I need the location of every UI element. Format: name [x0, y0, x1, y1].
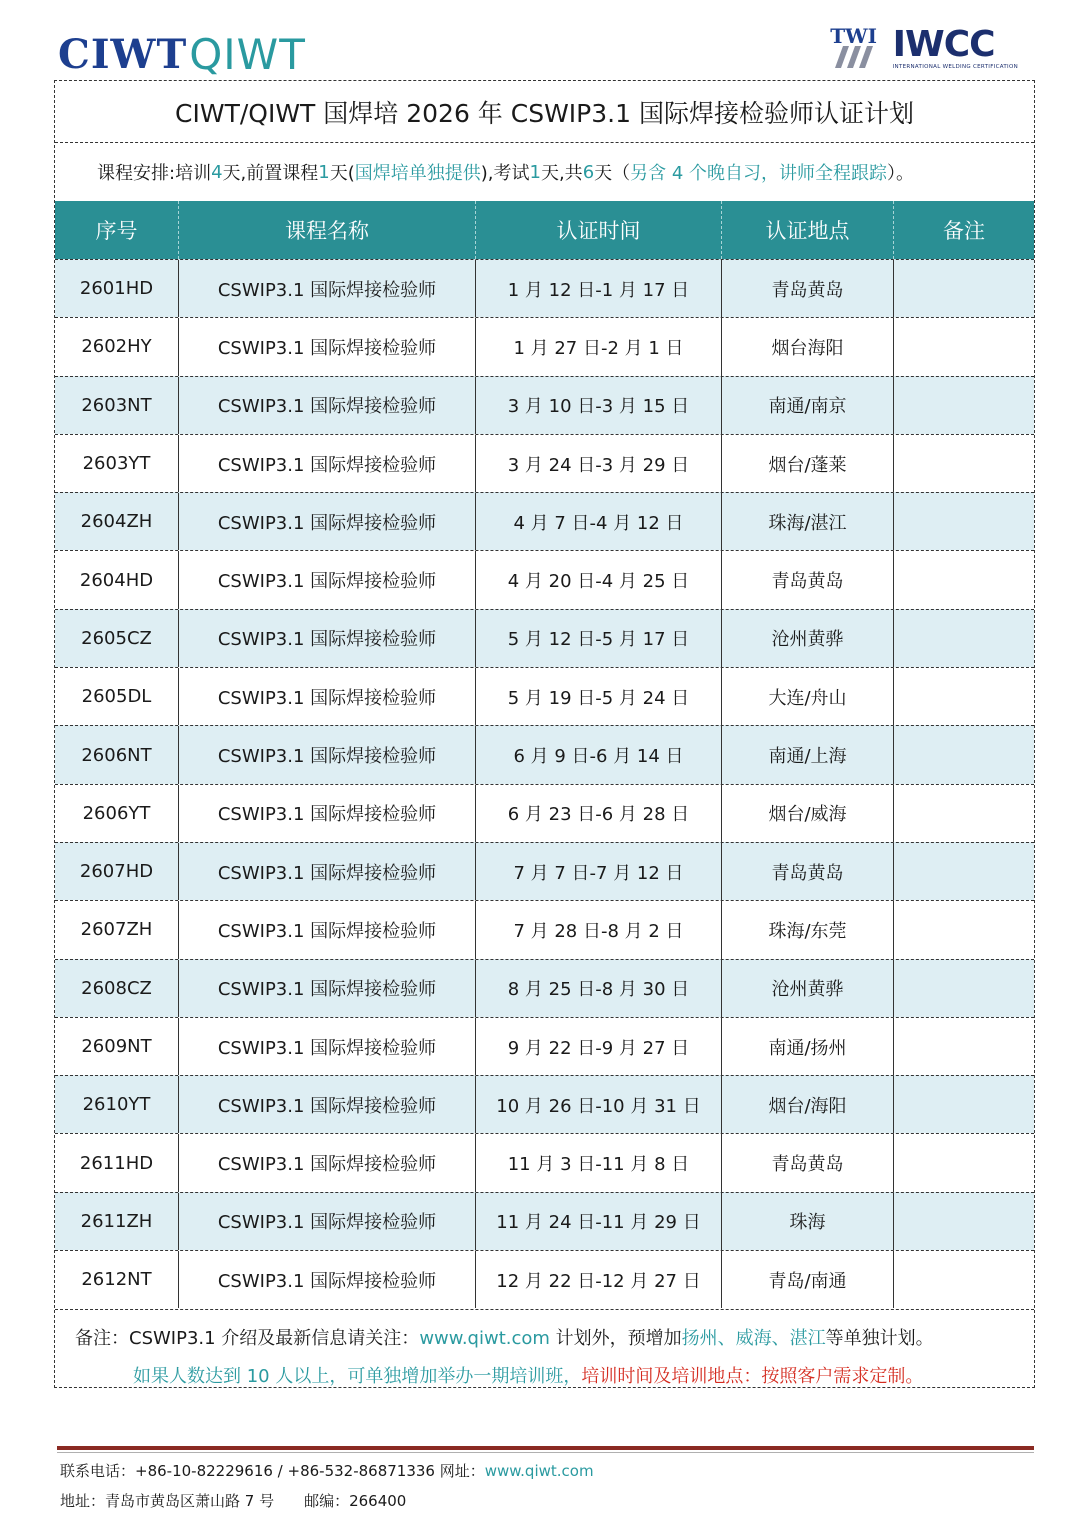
cell-note — [894, 843, 1034, 900]
cell-course: CSWIP3.1 国际焊接检验师 — [179, 1251, 476, 1308]
table-row — [55, 1250, 1034, 1308]
qiwt-logo-text: QIWT — [189, 29, 306, 79]
table-row — [55, 1192, 1034, 1250]
cell-date: 7 月 28 日-8 月 2 日 — [476, 901, 722, 958]
table-body — [55, 259, 1034, 1308]
cell-course: CSWIP3.1 国际焊接检验师 — [179, 260, 476, 317]
footer-divider — [57, 1446, 1034, 1450]
cell-date: 5 月 12 日-5 月 17 日 — [476, 610, 722, 667]
notes-section — [55, 1309, 1034, 1389]
cell-place: 珠海/东莞 — [722, 901, 894, 958]
table-row — [55, 550, 1034, 608]
cell-id: 2603NT — [55, 377, 179, 434]
exam-days: 1 — [529, 161, 541, 183]
cell-course: CSWIP3.1 国际焊接检验师 — [179, 318, 476, 375]
cell-date: 4 月 7 日-4 月 12 日 — [476, 493, 722, 550]
cell-course: CSWIP3.1 国际焊接检验师 — [179, 1134, 476, 1191]
cell-id: 2606NT — [55, 726, 179, 783]
cell-date: 9 月 22 日-9 月 27 日 — [476, 1018, 722, 1075]
cell-place: 南通/南京 — [722, 377, 894, 434]
schedule-table — [55, 201, 1034, 1308]
cell-course: CSWIP3.1 国际焊接检验师 — [179, 1018, 476, 1075]
cell-id: 2606YT — [55, 785, 179, 842]
cell-id: 2601HD — [55, 260, 179, 317]
iwcc-logo-text: IWCC — [892, 24, 995, 65]
footer-contact-label: 联系电话：+86-10-82229616 / +86-532-86871336 网址： — [60, 1462, 485, 1480]
cell-date: 3 月 10 日-3 月 15 日 — [476, 377, 722, 434]
table-row — [55, 259, 1034, 317]
cell-place: 青岛/南通 — [722, 1251, 894, 1308]
cell-date: 4 月 20 日-4 月 25 日 — [476, 551, 722, 608]
cell-date: 1 月 27 日-2 月 1 日 — [476, 318, 722, 375]
footer-contact — [60, 1460, 594, 1481]
cell-id: 2610YT — [55, 1076, 179, 1133]
cell-place: 烟台/海阳 — [722, 1076, 894, 1133]
ciwt-qiwt-logo — [58, 28, 306, 80]
cell-course: CSWIP3.1 国际焊接检验师 — [179, 551, 476, 608]
cell-place: 南通/扬州 — [722, 1018, 894, 1075]
cell-id: 2602HY — [55, 318, 179, 375]
table-row — [55, 1133, 1034, 1191]
cell-note — [894, 435, 1034, 492]
cell-note — [894, 1076, 1034, 1133]
cell-note — [894, 610, 1034, 667]
pre-days: 1 — [318, 161, 330, 183]
cell-place: 青岛黄岛 — [722, 551, 894, 608]
twi-logo — [829, 26, 879, 68]
footer-website-link[interactable]: www.qiwt.com — [484, 1462, 594, 1480]
cell-note — [894, 1134, 1034, 1191]
table-row — [55, 317, 1034, 375]
cell-course: CSWIP3.1 国际焊接检验师 — [179, 1076, 476, 1133]
pre-course-note: 国焊培单独提供 — [354, 163, 481, 184]
cell-id: 2603YT — [55, 435, 179, 492]
arrangement-text-5: 天,共 — [540, 163, 583, 184]
cell-course: CSWIP3.1 国际焊接检验师 — [179, 901, 476, 958]
cell-place: 烟台/蓬莱 — [722, 435, 894, 492]
cell-place: 青岛黄岛 — [722, 260, 894, 317]
cell-course: CSWIP3.1 国际焊接检验师 — [179, 668, 476, 725]
train-days: 4 — [211, 161, 223, 183]
table-row — [55, 609, 1034, 667]
cell-date: 3 月 24 日-3 月 29 日 — [476, 435, 722, 492]
header-note: 备注 — [943, 219, 985, 243]
cell-id: 2608CZ — [55, 960, 179, 1017]
cell-place: 烟台/威海 — [722, 785, 894, 842]
cell-course: CSWIP3.1 国际焊接检验师 — [179, 960, 476, 1017]
arrangement-text-2: 天,前置课程 — [222, 163, 319, 184]
footer-divider-thin — [57, 1452, 1034, 1453]
ciwt-logo-text: CIWT — [58, 30, 188, 78]
table-row — [55, 1075, 1034, 1133]
extra-study-note: 另含 4 个晚自习，讲师全程跟踪 — [630, 163, 888, 184]
cell-note — [894, 726, 1034, 783]
twi-stripes-icon — [829, 46, 879, 68]
cell-date: 8 月 25 日-8 月 30 日 — [476, 960, 722, 1017]
note1-cities: 扬州、威海、湛江 — [681, 1328, 826, 1349]
table-row — [55, 376, 1034, 434]
course-arrangement — [55, 143, 1034, 201]
cell-place: 大连/舟山 — [722, 668, 894, 725]
iwcc-subtitle: INTERNATIONAL WELDING CERTIFICATION — [892, 64, 1018, 70]
cell-note — [894, 493, 1034, 550]
cell-id: 2612NT — [55, 1251, 179, 1308]
note1-website-link[interactable]: www.qiwt.com — [419, 1328, 550, 1349]
cell-date: 6 月 9 日-6 月 14 日 — [476, 726, 722, 783]
cell-note — [894, 668, 1034, 725]
cell-note — [894, 260, 1034, 317]
schedule-frame — [54, 80, 1035, 1388]
cell-place: 珠海/湛江 — [722, 493, 894, 550]
cell-date: 10 月 26 日-10 月 31 日 — [476, 1076, 722, 1133]
cell-course: CSWIP3.1 国际焊接检验师 — [179, 785, 476, 842]
footer-address: 地址：青岛市黄岛区萧山路 7 号 邮编：266400 — [60, 1492, 407, 1510]
twi-logo-text: TWI — [830, 24, 877, 48]
cell-id: 2604HD — [55, 551, 179, 608]
cell-place: 青岛黄岛 — [722, 1134, 894, 1191]
cell-id: 2609NT — [55, 1018, 179, 1075]
arrangement-text-7: ）。 — [887, 163, 915, 184]
iwcc-logo — [893, 26, 1018, 70]
header-course: 课程名称 — [179, 201, 476, 259]
cell-date: 5 月 19 日-5 月 24 日 — [476, 668, 722, 725]
arrangement-text-1: 课程安排:培训 — [97, 163, 212, 184]
cell-date: 7 月 7 日-7 月 12 日 — [476, 843, 722, 900]
cell-date: 6 月 23 日-6 月 28 日 — [476, 785, 722, 842]
table-row — [55, 842, 1034, 900]
cell-id: 2605CZ — [55, 610, 179, 667]
cell-course: CSWIP3.1 国际焊接检验师 — [179, 377, 476, 434]
cell-id: 2611ZH — [55, 1193, 179, 1250]
cell-id: 2607HD — [55, 843, 179, 900]
table-row — [55, 1017, 1034, 1075]
cell-place: 南通/上海 — [722, 726, 894, 783]
cell-date: 11 月 3 日-11 月 8 日 — [476, 1134, 722, 1191]
cell-place: 沧州黄骅 — [722, 610, 894, 667]
cell-note — [894, 960, 1034, 1017]
note2-text-b: 培训时间及培训地点：按照客户需求定制。 — [581, 1366, 924, 1387]
note1-text-c: 等单独计划。 — [825, 1328, 934, 1349]
table-row — [55, 784, 1034, 842]
arrangement-text-3: 天( — [329, 163, 355, 184]
cell-note — [894, 1018, 1034, 1075]
cell-id: 2604ZH — [55, 493, 179, 550]
arrangement-text-6: 天（ — [594, 163, 631, 184]
cell-course: CSWIP3.1 国际焊接检验师 — [179, 843, 476, 900]
table-row — [55, 667, 1034, 725]
cell-note — [894, 1193, 1034, 1250]
cell-note — [894, 785, 1034, 842]
cell-note — [894, 377, 1034, 434]
header-date: 认证时间 — [476, 201, 722, 259]
cell-note — [894, 318, 1034, 375]
header-place: 认证地点 — [722, 201, 894, 259]
page-title: CIWT/QIWT 国焊培 2026 年 CSWIP3.1 国际焊接检验师认证计划 — [55, 81, 1034, 143]
note-line-2 — [133, 1362, 923, 1388]
cell-id: 2605DL — [55, 668, 179, 725]
cell-place: 烟台海阳 — [722, 318, 894, 375]
total-days: 6 — [582, 161, 595, 183]
cell-id: 2611HD — [55, 1134, 179, 1191]
table-row — [55, 492, 1034, 550]
cell-place: 珠海 — [722, 1193, 894, 1250]
cell-course: CSWIP3.1 国际焊接检验师 — [179, 435, 476, 492]
header-id: 序号 — [55, 201, 179, 259]
table-row — [55, 434, 1034, 492]
cell-place: 沧州黄骅 — [722, 960, 894, 1017]
cell-course: CSWIP3.1 国际焊接检验师 — [179, 610, 476, 667]
cell-place: 青岛黄岛 — [722, 843, 894, 900]
arrangement-text-4: ),考试 — [480, 163, 530, 184]
table-row — [55, 900, 1034, 958]
note2-text-a: 如果人数达到 10 人以上，可单独增加举办一期培训班， — [133, 1366, 582, 1387]
cell-note — [894, 551, 1034, 608]
table-row — [55, 959, 1034, 1017]
cell-date: 12 月 22 日-12 月 27 日 — [476, 1251, 722, 1308]
note1-text-b: 计划外，预增加 — [549, 1328, 682, 1349]
table-row — [55, 725, 1034, 783]
note1-text-a: 备注：CSWIP3.1 介绍及最新信息请关注： — [75, 1328, 420, 1349]
cell-id: 2607ZH — [55, 901, 179, 958]
cell-course: CSWIP3.1 国际焊接检验师 — [179, 726, 476, 783]
cell-date: 11 月 24 日-11 月 29 日 — [476, 1193, 722, 1250]
table-header — [55, 201, 1034, 259]
partner-logos — [829, 26, 1018, 72]
note-line-1 — [75, 1324, 934, 1350]
cell-note — [894, 901, 1034, 958]
cell-course: CSWIP3.1 国际焊接检验师 — [179, 493, 476, 550]
cell-note — [894, 1251, 1034, 1308]
cell-course: CSWIP3.1 国际焊接检验师 — [179, 1193, 476, 1250]
cell-date: 1 月 12 日-1 月 17 日 — [476, 260, 722, 317]
